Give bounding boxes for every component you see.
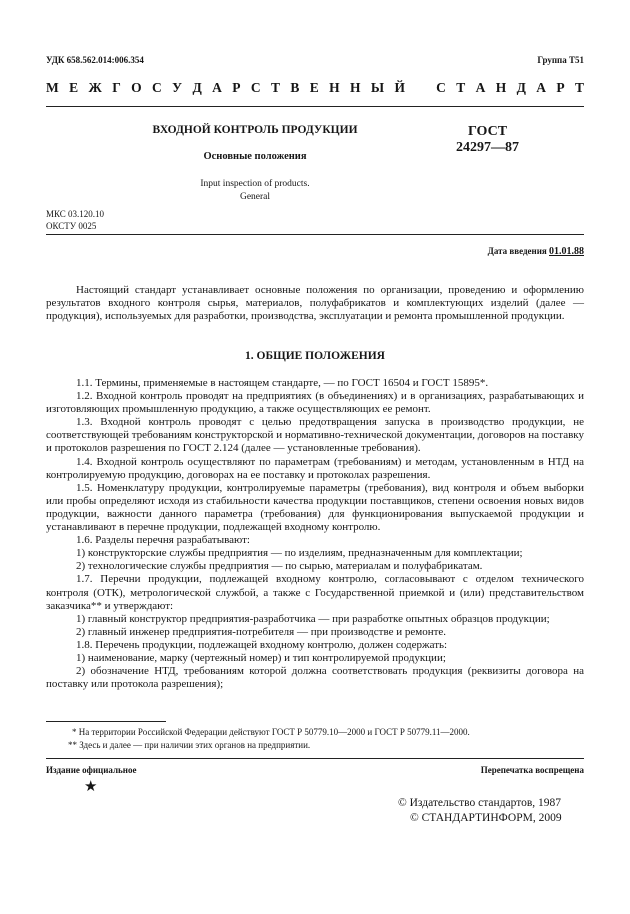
copyright-2: © СТАНДАРТИНФОРМ, 2009 bbox=[410, 812, 562, 824]
list-item-1-6-2: 2) технологические службы предприятия — по сырью, материалам и полуфабрикатам. bbox=[76, 560, 483, 573]
paragraph-1-3: 1.3. Входной контроль проводят с целью предотвращения запуска в производство продукции, не соответствующей требованиям конструкторской и нормативно-технической документации, договоров на поставку и протоколов разрешения по ГОСТ 2.124 (далее — установленные требования). bbox=[46, 416, 584, 455]
footnote-2: ** Здесь и далее — при наличии этих органов на предприятии. bbox=[68, 740, 311, 750]
list-item-1-8-1: 1) наименование, марку (чертежный номер) и тип контролируемой продукции; bbox=[76, 651, 446, 664]
intro-date bbox=[488, 246, 584, 257]
udk-code: УДК 658.562.014:006.354 bbox=[46, 55, 144, 65]
reprint-notice: Перепечатка воспрещена bbox=[480, 765, 584, 775]
english-title-line2: General bbox=[239, 192, 271, 202]
paragraph-1-7: 1.7. Перечни продукции, подлежащей входному контролю, согласовывают с отделом технического контроля (ОТК), метрологической службой, а также с Государственной приемкой и (или) представительством заказчика** и утверждают: bbox=[46, 573, 584, 612]
footnote-1: * На территории Российской Федерации действуют ГОСТ Р 50779.10—2000 и ГОСТ Р 50779.11—2000. bbox=[72, 727, 470, 737]
group-code: Группа Т51 bbox=[537, 55, 584, 65]
header-rule bbox=[46, 106, 584, 107]
intro-date-label: Дата введения bbox=[487, 246, 547, 256]
gost-number: 24297—87 bbox=[456, 140, 519, 155]
intro-text: Настоящий стандарт устанавливает основные положения по организации, проведению и оформлению результатов входного контроля сырья, материалов, полуфабрикатов и комплектующих изделий (далее — продукция), используемых для разработки, производства, эксплуатации и ремонта промышленной продукции. bbox=[46, 284, 584, 323]
paragraph-1-4: 1.4. Входной контроль осуществляют по параметрам (требованиям) и методам, установленным в НТД на контролируемую продукцию, договорах на ее поставку и протоколах разрешения. bbox=[46, 455, 584, 481]
intro-date-value: 01.01.88 bbox=[549, 246, 584, 257]
list-item-1-7-1: 1) главный конструктор предприятия-разработчика — при разработке опытных образцов продукции; bbox=[76, 612, 550, 625]
english-title-line1: Input inspection of products. bbox=[200, 179, 310, 189]
footer-rule bbox=[46, 758, 584, 759]
paragraph-1-2: 1.2. Входной контроль проводят на предприятиях (в объединениях) и в организациях, разрабатывающих и изготовляющих промышленную продукцию, а также осуществляющих ее ремонт. bbox=[46, 390, 584, 416]
gost-label: ГОСТ bbox=[468, 124, 508, 139]
paragraph-1-6: 1.6. Разделы перечня разрабатывают: bbox=[76, 534, 250, 547]
paragraph-1-5: 1.5. Номенклатуру продукции, контролируемые параметры (требования), вид контроля и объем выборки или пробы определяют исходя из стабильности качества продукции поставщиков, степени освоения новых видов продукции, важности данного параметра (требования) для функционирования выпускаемой продукции и устанавливают в перечне продукции, подлежащей входному контролю. bbox=[46, 481, 584, 534]
document-subtitle: Основные положения bbox=[203, 151, 307, 162]
list-item-1-6-1: 1) конструкторские службы предприятия — по изделиям, предназначенным для комплектации; bbox=[76, 547, 523, 560]
paragraph-1-8: 1.8. Перечень продукции, подлежащей входному контролю, должен содержать: bbox=[76, 638, 448, 651]
section-1-body bbox=[46, 377, 584, 691]
mks-code: МКС 03.120.10 bbox=[46, 209, 105, 219]
edition-label: Издание официальное bbox=[46, 765, 137, 775]
section-1-title: 1. ОБЩИЕ ПОЛОЖЕНИЯ bbox=[245, 350, 385, 362]
document-title: ВХОДНОЙ КОНТРОЛЬ ПРОДУКЦИИ bbox=[152, 124, 358, 136]
intro-paragraph bbox=[46, 284, 584, 323]
footnotes bbox=[46, 726, 584, 752]
list-item-1-7-2: 2) главный инженер предприятия-потребителя — при производстве и ремонте. bbox=[76, 625, 447, 638]
list-item-1-8-2: 2) обозначение НТД, требованиям которой должна соответствовать продукция (реквизиты договора на поставку или протокола разрешения); bbox=[46, 665, 584, 691]
star-icon: ★ bbox=[84, 779, 98, 795]
okstu-code: ОКСТУ 0025 bbox=[46, 221, 97, 231]
standard-type-heading: М Е Ж Г О С У Д А Р С Т В Е Н Н Ы Й С Т А Н Д А Р Т bbox=[46, 80, 584, 95]
footnote-separator bbox=[46, 721, 166, 722]
paragraph-1-1: 1.1. Термины, применяемые в настоящем стандарте, — по ГОСТ 16504 и ГОСТ 15895*. bbox=[76, 377, 489, 389]
title-rule bbox=[46, 234, 584, 235]
copyright-1: © Издательство стандартов, 1987 bbox=[398, 797, 562, 809]
